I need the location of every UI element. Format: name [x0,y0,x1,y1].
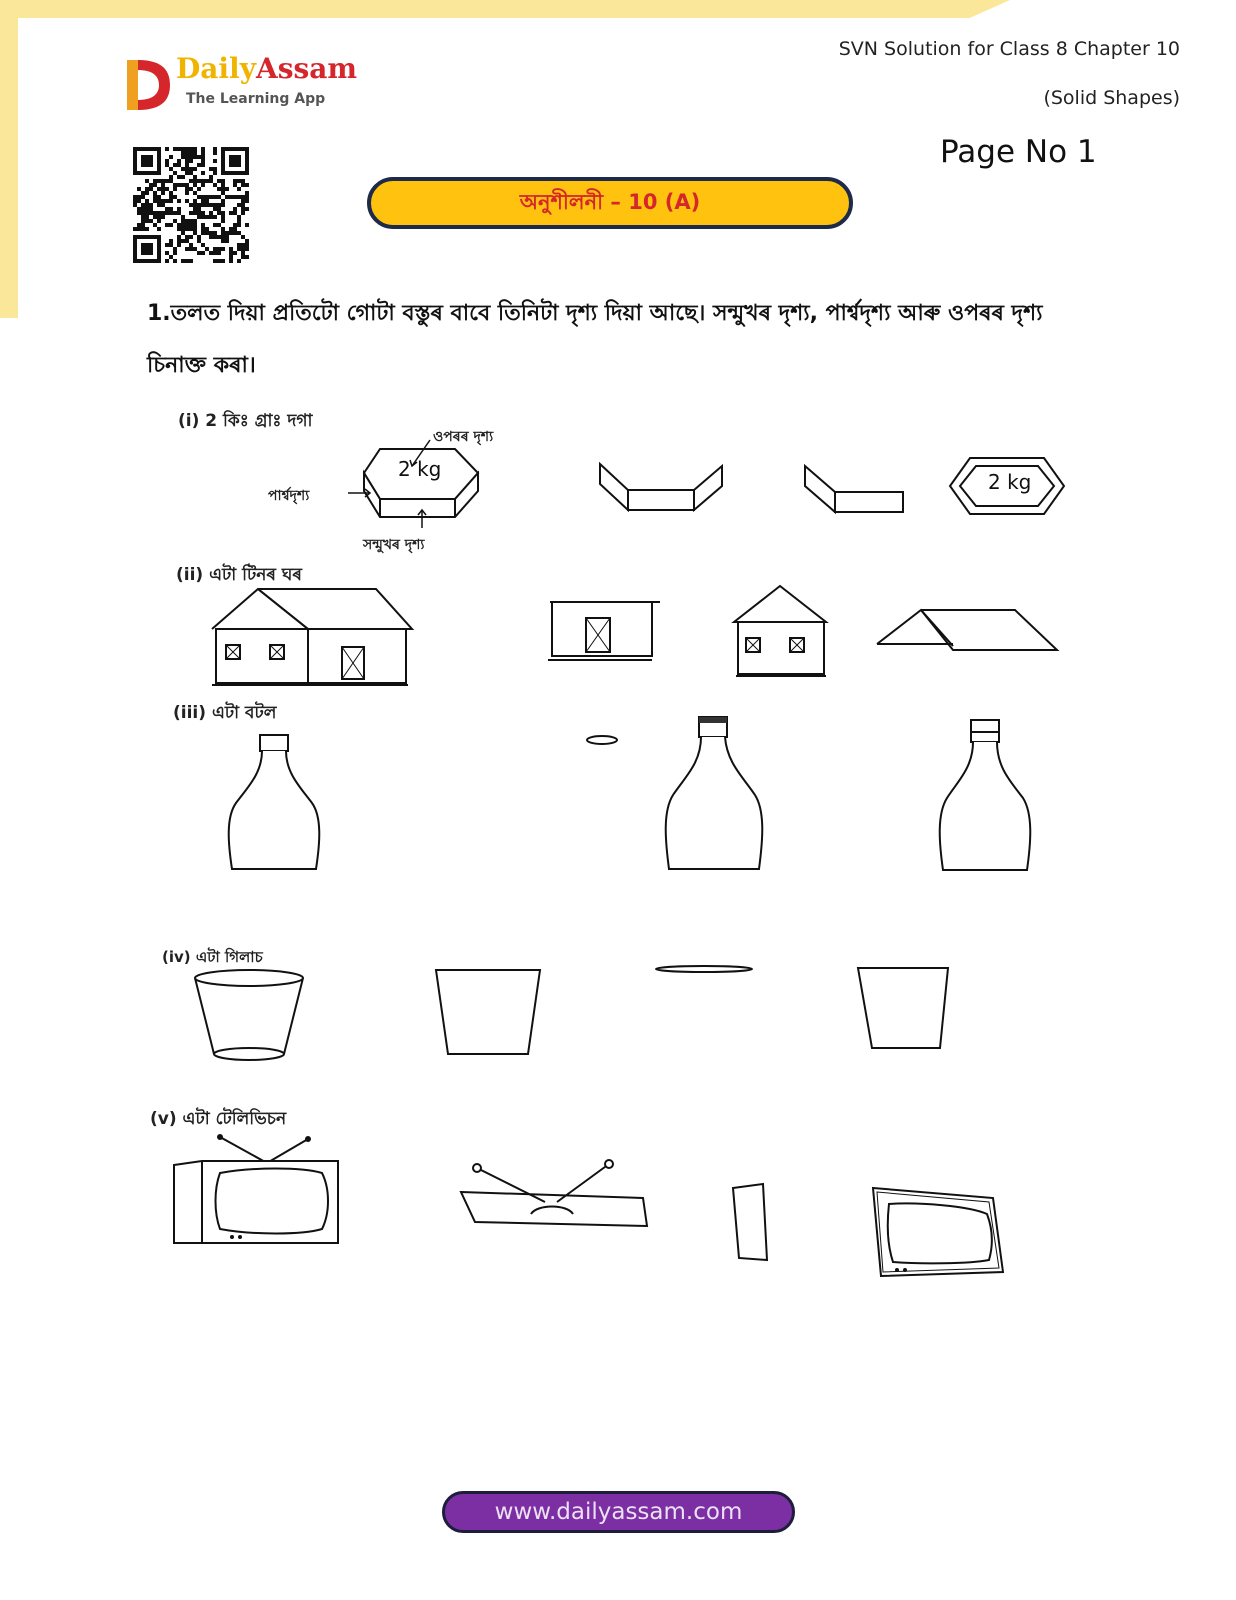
television-side-view-figure [729,1182,771,1264]
item-4-label: (iv) এটা গিলাচ [162,948,263,966]
weight-front-view-figure [598,462,726,514]
qr-code-icon [133,147,249,263]
house-view-a-figure [548,600,662,662]
house-view-b-figure [732,584,830,680]
exercise-title-text: অনুশীলনী – 10 (A) [519,189,701,214]
glass-3d-figure [192,968,306,1064]
brand-name-part1: Daily [176,52,256,85]
glass-view-a-figure [434,966,542,1058]
document-subtitle: (Solid Shapes) [1043,87,1180,109]
house-3d-figure [208,587,416,689]
television-3d-figure [172,1133,342,1247]
glass-view-c-figure [856,964,950,1052]
weight-side-view-figure [803,464,905,514]
question-text: 1.তলত দিয়া প্ৰতিটো গোটা বস্তুৰ বাবে তিনিটা দৃশ্য দিয়া আছে। সন্মুখৰ দৃশ্য, পাৰ্শ্বদৃশ্য আৰু ওপৰৰ দৃশ্য চিনাক্ত কৰা। [147,301,1043,378]
top-view-label: ওপৰৰ দৃশ্য [433,429,494,445]
front-view-label: সন্মুখৰ দৃশ্য [363,537,425,553]
television-top-view-figure [457,1160,649,1228]
website-link-text[interactable]: www.dailyassam.com [494,1499,743,1525]
item-2-label: (ii) এটা টিনৰ ঘৰ [176,565,302,585]
house-view-c-figure [875,606,1061,652]
television-front-view-figure [869,1184,1007,1280]
item-3-label: (iii) এটা বটল [173,703,277,723]
pointer-arrows [340,440,450,530]
side-view-label: পাৰ্শ্বদৃশ্য [268,488,310,504]
brand-name-part2: Assam [255,52,357,85]
bottle-view-c-figure [937,718,1033,874]
page-number: Page No 1 [940,134,1097,170]
item-1-label: (i) 2 কিঃ গ্ৰাঃ দগা [178,411,313,431]
brand-name [176,52,357,85]
top-accent-band [0,0,1010,18]
document-title: SVN Solution for Class 8 Chapter 10 [838,38,1180,60]
bottle-3d-figure [226,733,322,873]
glass-top-view-figure [654,963,754,975]
item-5-label: (v) এটা টেলিভিচন [150,1109,287,1129]
bottle-top-view-figure [584,733,620,747]
weight-top-view-text: 2 kg [988,470,1032,494]
website-link-button[interactable] [442,1491,795,1533]
left-accent-band [0,0,18,318]
exercise-title [367,177,853,229]
weight-3d-text: 2 kg [398,457,442,481]
brand-tagline: The Learning App [186,91,326,107]
daily-assam-logo-icon [124,58,172,112]
bottle-view-b-figure [663,715,765,873]
